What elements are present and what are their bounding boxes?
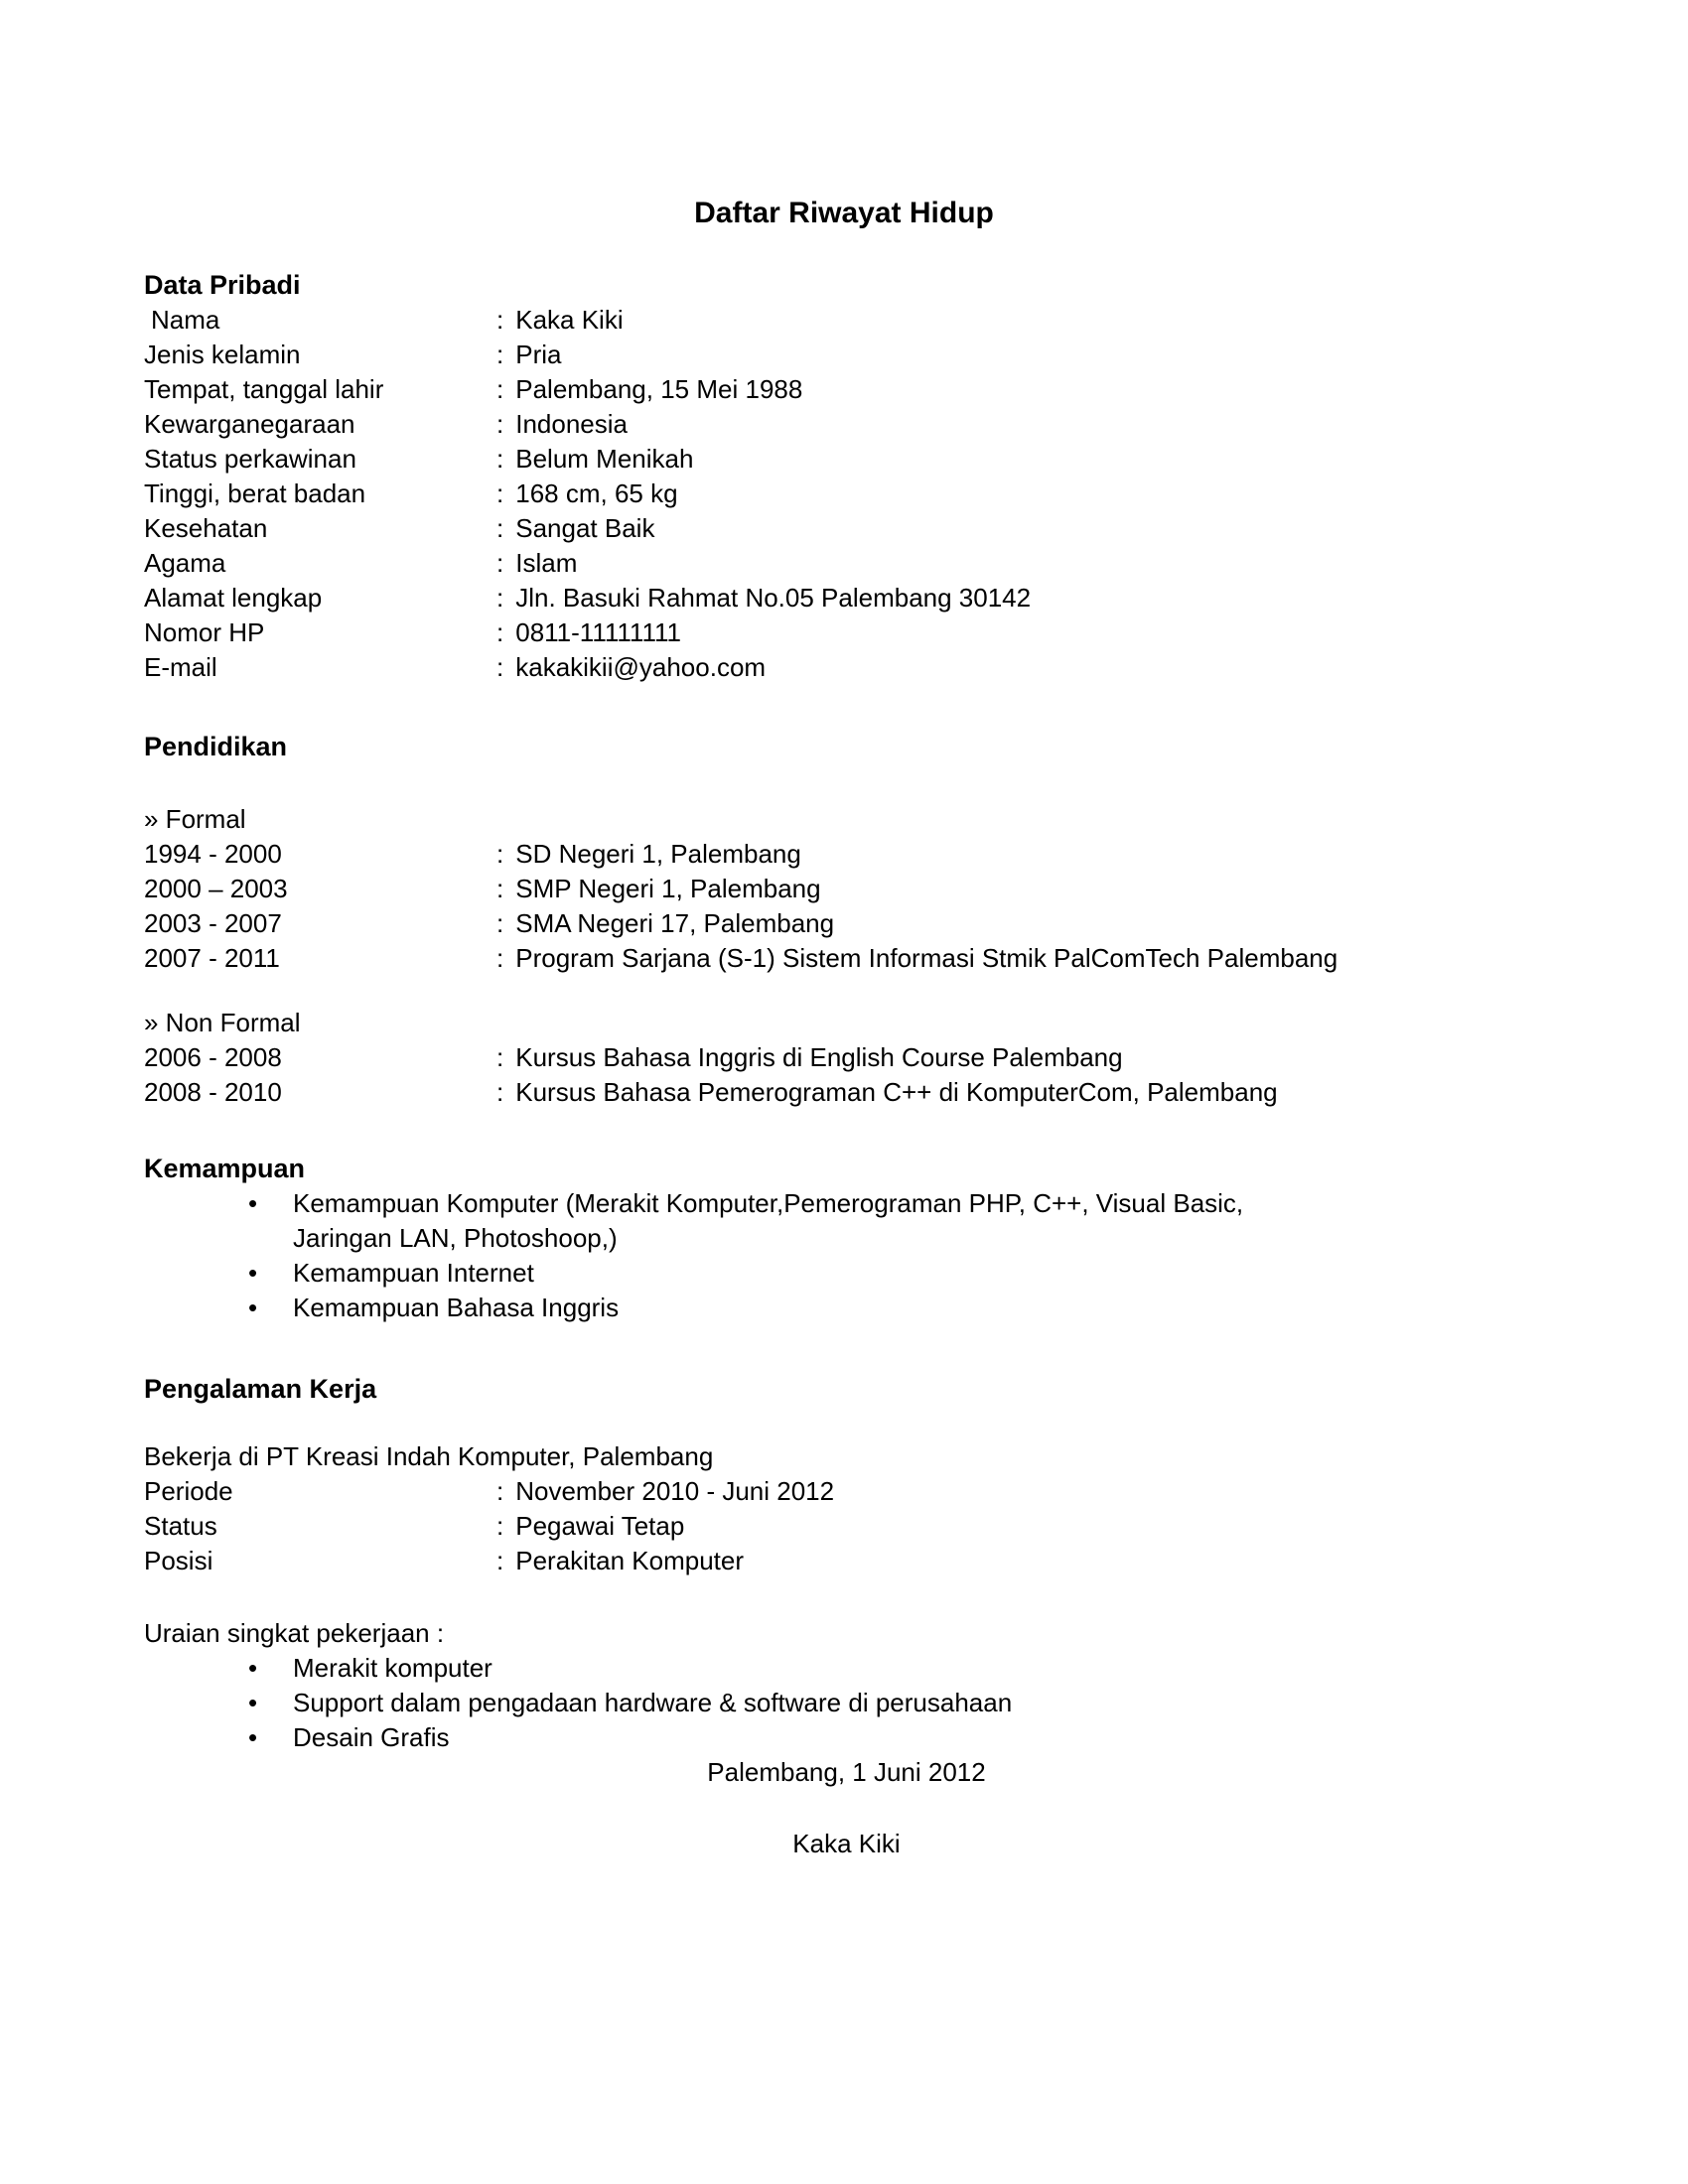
formal-education-list [144, 837, 1549, 976]
field-row-kewarganegaraan [144, 407, 1549, 442]
education-value: Kursus Bahasa Inggris di English Course Palembang [515, 1042, 1123, 1072]
document-body [144, 268, 1549, 1861]
field-row-jenis-kelamin [144, 338, 1549, 372]
work-detail-list [144, 1474, 1549, 1578]
colon-separator: : [496, 652, 504, 682]
field-value: Sangat Baik [515, 513, 655, 543]
field-label: Kesehatan [144, 513, 268, 543]
education-value: Kursus Bahasa Pemerograman C++ di KomputerCom, Palembang [515, 1077, 1278, 1107]
education-period: 1994 - 2000 [144, 839, 282, 869]
education-row [144, 941, 1549, 976]
field-label: Status perkawinan [144, 444, 356, 474]
field-label: E-mail [144, 652, 217, 682]
work-intro: Bekerja di PT Kreasi Indah Komputer, Palembang [144, 1441, 714, 1471]
colon-separator: : [496, 874, 504, 903]
colon-separator: : [496, 1546, 504, 1575]
field-row-kesehatan [144, 511, 1549, 546]
colon-separator: : [496, 1511, 504, 1541]
skill-text: Kemampuan Internet [293, 1258, 534, 1288]
skill-item [144, 1256, 1549, 1291]
heading-pendidikan: Pendidikan [144, 732, 288, 761]
skill-item [144, 1186, 1549, 1221]
field-label: Jenis kelamin [144, 340, 301, 369]
heading-kemampuan: Kemampuan [144, 1154, 306, 1183]
field-label: Alamat lengkap [144, 583, 323, 613]
skill-item [144, 1291, 1549, 1325]
colon-separator: : [496, 444, 504, 474]
field-label: Periode [144, 1476, 233, 1506]
field-row-nomor-hp [144, 615, 1549, 650]
field-value: Kaka Kiki [515, 305, 624, 335]
colon-separator: : [496, 908, 504, 938]
education-row [144, 1075, 1549, 1110]
heading-data-pribadi: Data Pribadi [144, 270, 301, 300]
field-value: Perakitan Komputer [515, 1546, 745, 1575]
job-description-heading: Uraian singkat pekerjaan : [144, 1618, 445, 1648]
colon-separator: : [496, 374, 504, 404]
field-value: November 2010 - Juni 2012 [515, 1476, 835, 1506]
field-value: Belum Menikah [515, 444, 694, 474]
field-value: 0811-11111111 [515, 617, 681, 647]
field-label: Status [144, 1511, 217, 1541]
colon-separator: : [496, 513, 504, 543]
field-label: Tempat, tanggal lahir [144, 374, 384, 404]
education-period: 2006 - 2008 [144, 1042, 282, 1072]
bullet-icon: • [248, 1722, 258, 1752]
colon-separator: : [496, 305, 504, 335]
personal-data-list [144, 303, 1549, 685]
field-value: Indonesia [515, 409, 628, 439]
education-value: Program Sarjana (S-1) Sistem Informasi Stmik PalComTech Palembang [515, 943, 1338, 973]
education-row [144, 837, 1549, 872]
bullet-icon: • [248, 1258, 258, 1288]
colon-separator: : [496, 839, 504, 869]
field-label: Nomor HP [144, 617, 265, 647]
field-label: Kewarganegaraan [144, 409, 355, 439]
field-label: Tinggi, berat badan [144, 478, 366, 508]
field-value: Pria [515, 340, 562, 369]
field-value: Palembang, 15 Mei 1988 [515, 374, 803, 404]
field-row-posisi [144, 1544, 1549, 1578]
colon-separator: : [496, 1042, 504, 1072]
field-value: kakakikii@yahoo.com [515, 652, 767, 682]
subheading-formal: » Formal [144, 804, 246, 834]
education-row [144, 872, 1549, 906]
skill-text: Kemampuan Bahasa Inggris [293, 1293, 620, 1322]
job-task-item [144, 1686, 1549, 1720]
education-row [144, 906, 1549, 941]
field-value: Islam [515, 548, 578, 578]
job-task-text: Merakit komputer [293, 1653, 492, 1683]
colon-separator: : [496, 583, 504, 613]
bullet-icon: • [248, 1293, 258, 1322]
field-value: 168 cm, 65 kg [515, 478, 678, 508]
field-row-tinggi-berat [144, 477, 1549, 511]
education-period: 2007 - 2011 [144, 943, 280, 973]
education-value: SD Negeri 1, Palembang [515, 839, 801, 869]
education-row [144, 1040, 1549, 1075]
field-row-nama [144, 303, 1549, 338]
field-label: Nama [151, 305, 220, 335]
bullet-icon: • [248, 1688, 258, 1717]
non-formal-education-list [144, 1040, 1549, 1110]
field-row-agama [144, 546, 1549, 581]
colon-separator: : [496, 340, 504, 369]
education-period: 2008 - 2010 [144, 1077, 282, 1107]
skill-text: Kemampuan Komputer (Merakit Komputer,Pemerograman PHP, C++, Visual Basic, [293, 1188, 1244, 1218]
field-value: Jln. Basuki Rahmat No.05 Palembang 30142 [515, 583, 1032, 613]
bullet-icon: • [248, 1653, 258, 1683]
field-row-status-perkawinan [144, 442, 1549, 477]
job-task-text: Support dalam pengadaan hardware & software di perusahaan [293, 1688, 1013, 1717]
colon-separator: : [496, 617, 504, 647]
skill-text-continued: Jaringan LAN, Photoshoop,) [293, 1223, 618, 1253]
colon-separator: : [496, 478, 504, 508]
job-description-list [144, 1651, 1549, 1755]
education-period: 2000 – 2003 [144, 874, 288, 903]
field-row-periode [144, 1474, 1549, 1509]
colon-separator: : [496, 1077, 504, 1107]
education-value: SMA Negeri 17, Palembang [515, 908, 835, 938]
closing-signature-name: Kaka Kiki [792, 1829, 901, 1858]
job-task-text: Desain Grafis [293, 1722, 450, 1752]
field-row-tempat-tanggal-lahir [144, 372, 1549, 407]
colon-separator: : [496, 548, 504, 578]
job-task-item [144, 1651, 1549, 1686]
bullet-icon: • [248, 1188, 258, 1218]
job-task-item [144, 1720, 1549, 1755]
document-title: Daftar Riwayat Hidup [694, 197, 994, 229]
field-label: Agama [144, 548, 226, 578]
field-row-email [144, 650, 1549, 685]
field-row-alamat [144, 581, 1549, 615]
colon-separator: : [496, 1476, 504, 1506]
colon-separator: : [496, 943, 504, 973]
closing-place-date: Palembang, 1 Juni 2012 [707, 1757, 986, 1787]
subheading-non-formal: » Non Formal [144, 1008, 301, 1037]
skills-list [144, 1186, 1549, 1325]
field-label: Posisi [144, 1546, 213, 1575]
field-value: Pegawai Tetap [515, 1511, 685, 1541]
education-period: 2003 - 2007 [144, 908, 282, 938]
heading-pengalaman-kerja: Pengalaman Kerja [144, 1374, 377, 1404]
colon-separator: : [496, 409, 504, 439]
field-row-status [144, 1509, 1549, 1544]
education-value: SMP Negeri 1, Palembang [515, 874, 821, 903]
